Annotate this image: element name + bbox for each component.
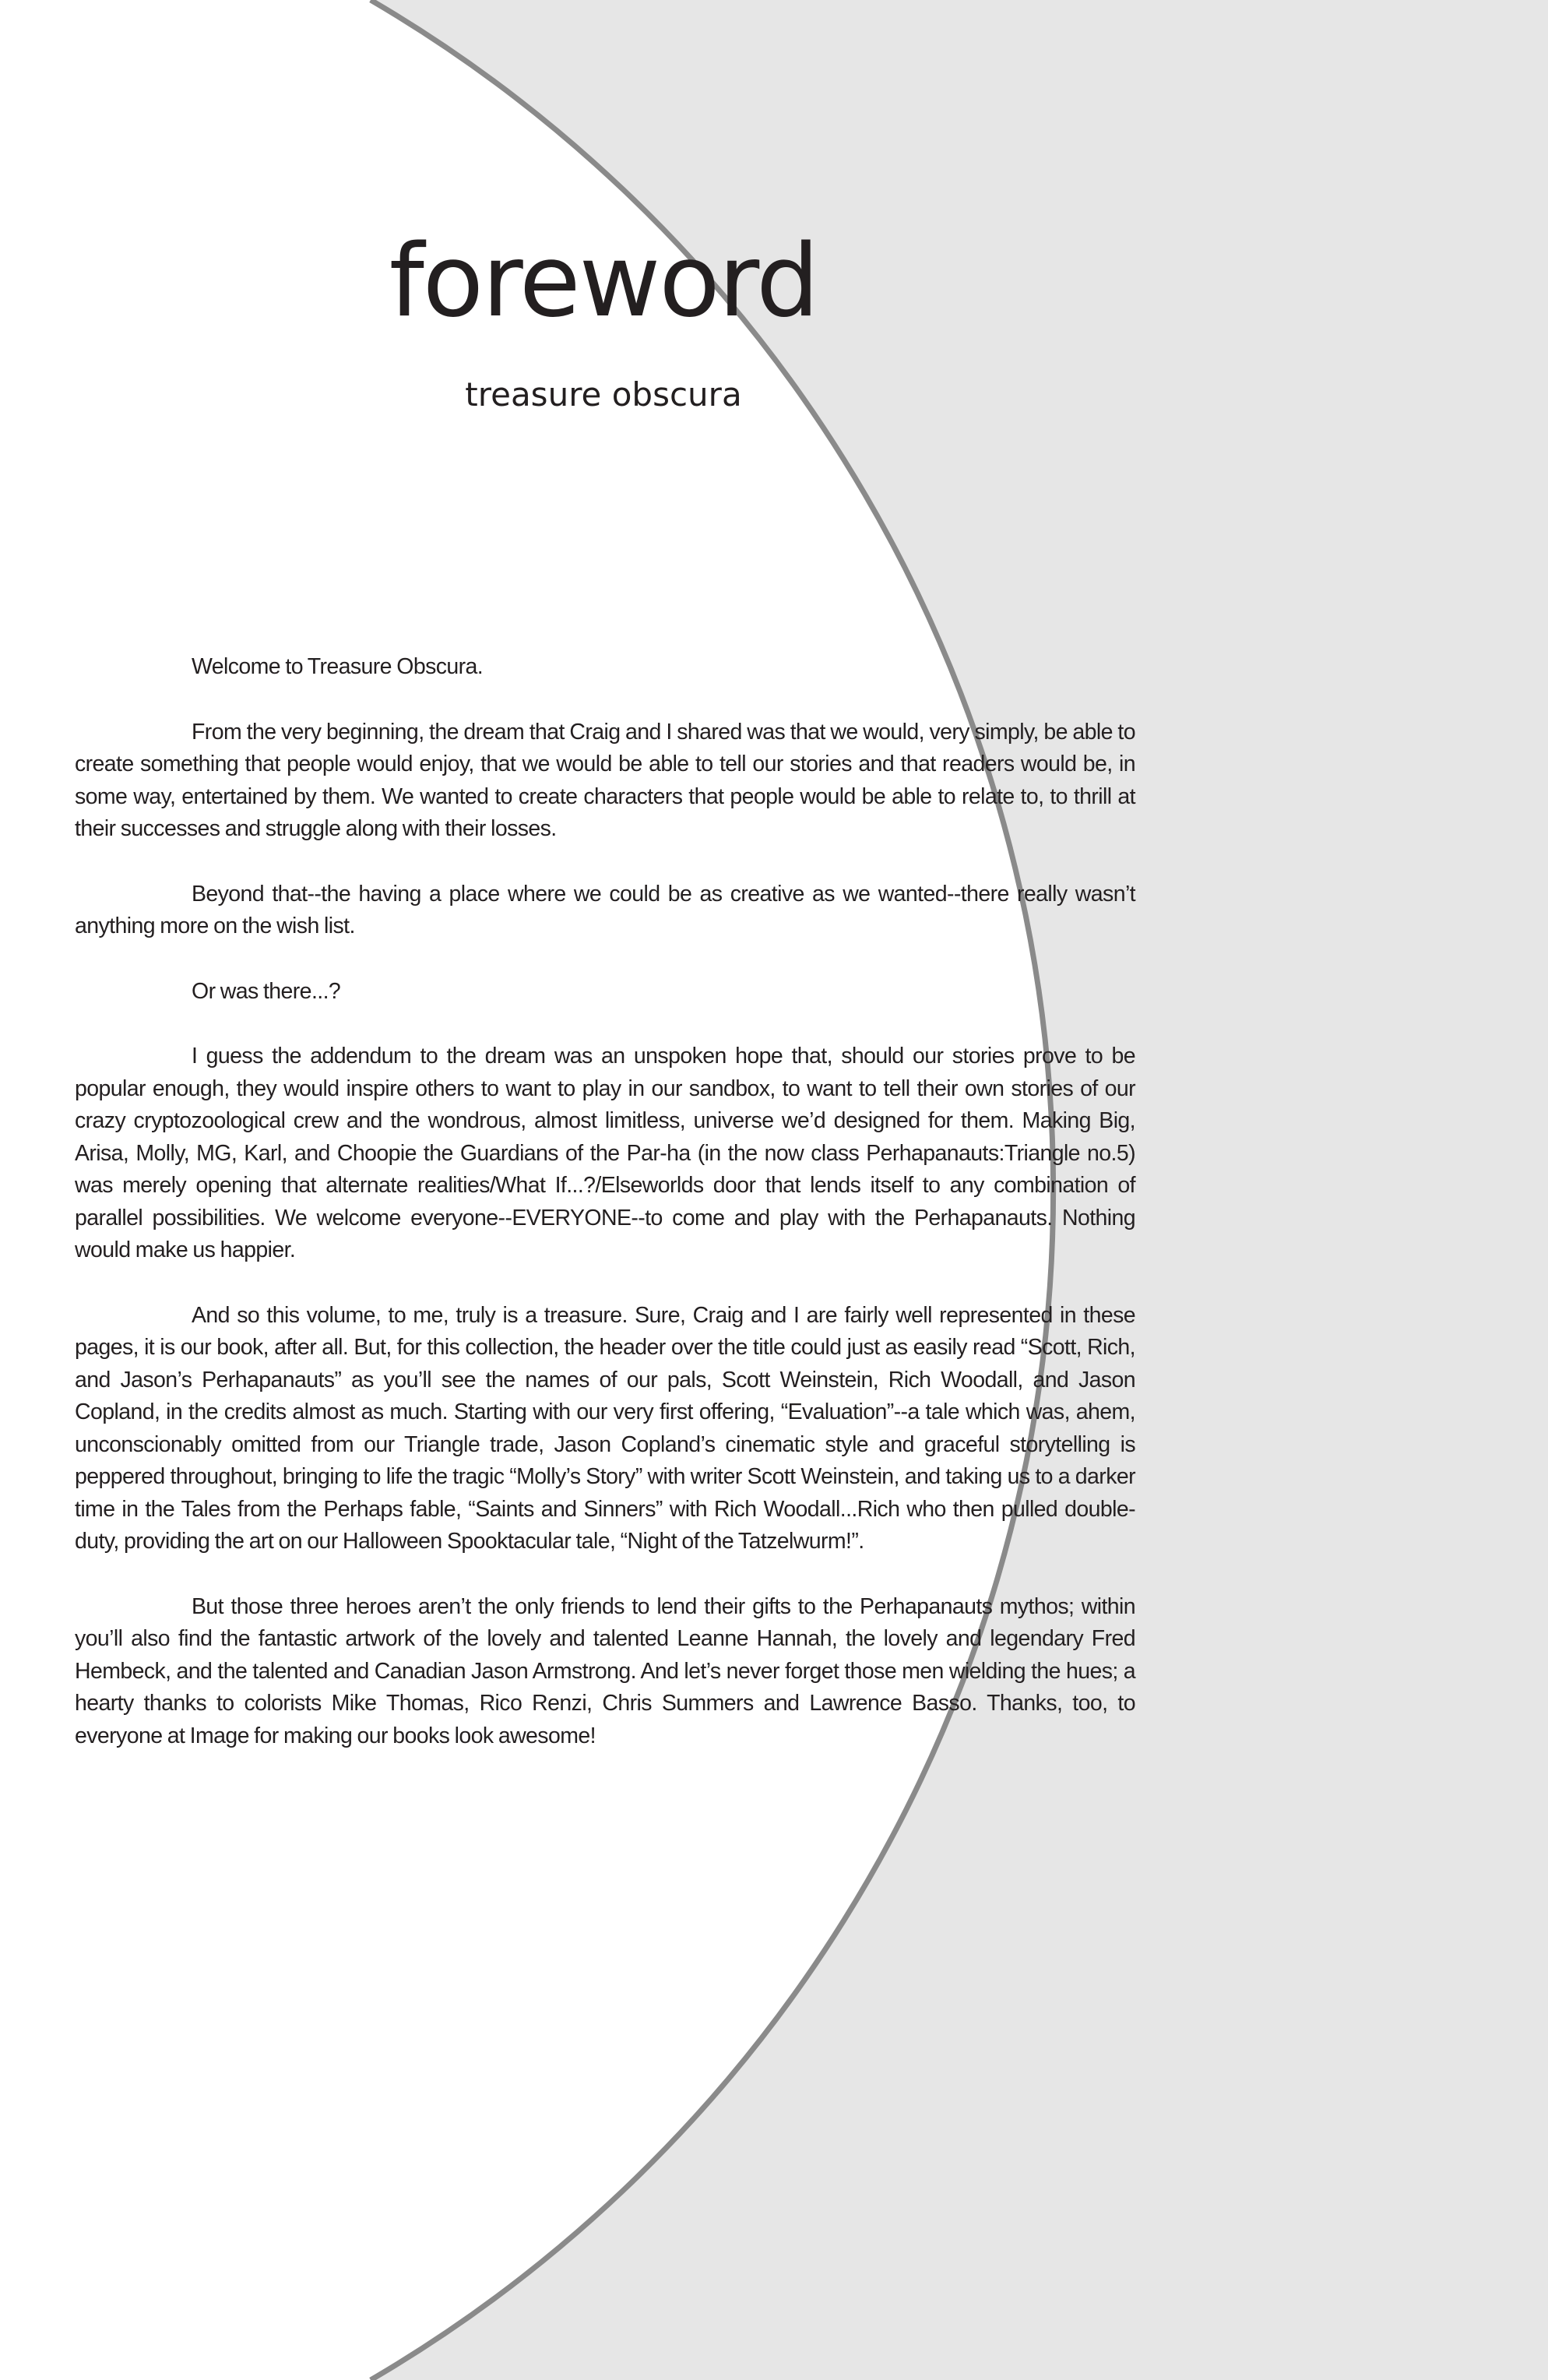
paragraph: And so this volume, to me, truly is a treasure. Sure, Craig and I are fairly well represented in these pages, it is our book, after all. But, for this collection, the header over the title could just as easily read “Scott, Rich, and Jason’s Perhapanauts” as you’ll see the names of our pals, Scott Weinstein, Rich Woodall, and Jason Copland, in the credits almost as much. Starting with our very first offering, “Evaluation”--a tale which was, ahem, unconscionably omitted from our Triangle trade, Jason Copland’s cinematic style and graceful storytelling is peppered throughout, bringing to life the tragic “Molly’s Story” with writer Scott Weinstein, and taking us to a darker time in the Tales from the Perhaps fable, “Saints and Sinners” with Rich Woodall...Rich who then pulled double-duty, providing the art on our Halloween Spooktacular tale, “Night of the Tatzelwurm!”. [75, 1302, 1135, 1554]
foreword-body [75, 651, 1135, 1785]
page-subtitle: treasure obscura [465, 375, 742, 414]
paragraph: But those three heroes aren’t the only friends to lend their gifts to the Perhapanauts mythos; within you’ll also find the fantastic artwork of the lovely and talented Leanne Hannah, the lovely and legendary Fred Hembeck, and the talented and Canadian Jason Armstrong. And let’s never forget those men wielding the hues; a hearty thanks to colorists Mike Thomas, Rico Renzi, Chris Summers and Lawrence Basso. Thanks, too, to everyone at Image for making our books look awesome! [75, 1593, 1135, 1748]
paragraph: Beyond that--the having a place where we could be as creative as we wanted--there really wasn’t anything more on the wish list. [75, 881, 1135, 938]
paragraph: From the very beginning, the dream that Craig and I shared was that we would, very simply, be able to create something that people would enjoy, that we would be able to tell our stories and that readers would be, in some way, entertained by them. We wanted to create characters that people would be able to relate to, to thrill at their successes and struggle along with their losses. [75, 719, 1135, 841]
paragraph: Or was there...? [192, 978, 341, 1004]
paragraph: Welcome to Treasure Obscura. [192, 654, 484, 679]
paragraph: I guess the addendum to the dream was an unspoken hope that, should our stories prove to be popular enough, they would inspire others to want to play in our sandbox, to want to tell their own stories of our crazy cryptozoological crew and the wondrous, almost limitless, universe we’d designed for them. Making Big, Arisa, Molly, MG, Karl, and Choopie the Guardians of the Par-ha (in the now class Perhapanauts:Triangle no.5) was merely opening that alternate realities/What If...?/Elseworlds door that lends itself to any combination of parallel possibilities. We welcome everyone--EVERYONE--to come and play with the Perhapanauts. Nothing would make us happier. [75, 1044, 1135, 1262]
page-title: foreword [389, 224, 818, 340]
